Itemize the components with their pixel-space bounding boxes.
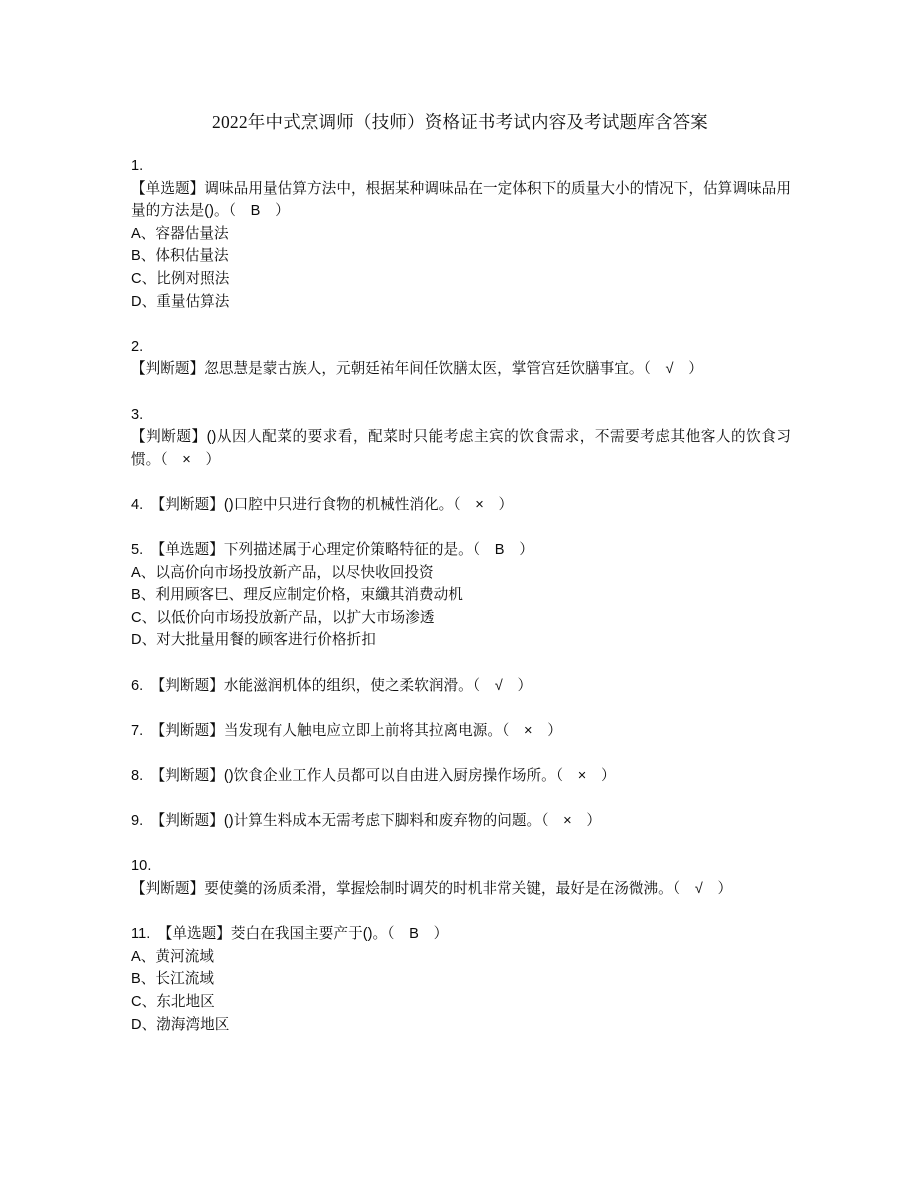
- question-list: [131, 155, 791, 1036]
- question-item: [131, 810, 791, 833]
- question-stem: 【单选题】调味品用量估算方法中，根据某种调味品在一定体积下的质量大小的情况下，估算调味品用量的方法是()。（ B ）: [131, 180, 791, 220]
- question-stem: 【判断题】()从因人配菜的要求看，配菜时只能考虑主宾的饮食需求，不需要考虑其他客人的饮食习惯。（ × ）: [131, 429, 791, 468]
- question-number: 10.: [131, 858, 152, 875]
- question-item: [131, 336, 791, 381]
- question-stem: 【判断题】要使羹的汤质柔滑，掌握烩制时调芡的时机非常关键，最好是在汤微沸。（ √ ）: [131, 881, 733, 897]
- question-item: [131, 720, 791, 743]
- question-number: 1.: [131, 158, 144, 174]
- question-item: [131, 494, 791, 517]
- question-option: B、体积估量法: [131, 248, 229, 265]
- question-number: 2.: [131, 338, 144, 355]
- question-option: C、以低价向市场投放新产品，以扩大市场渗透: [131, 609, 435, 626]
- question-item: [131, 404, 791, 472]
- question-stem: 11. 【单选题】茭白在我国主要产于()。（ B ）: [131, 926, 449, 943]
- question-option: B、长江流域: [131, 971, 215, 988]
- question-spacer: [131, 652, 791, 675]
- question-spacer: [131, 471, 791, 494]
- question-stem: 5. 【单选题】下列描述属于心理定价策略特征的是。（ B ）: [131, 542, 534, 559]
- question-item: [131, 155, 791, 313]
- question-option: D、渤海湾地区: [131, 1016, 230, 1033]
- question-spacer: [131, 313, 791, 336]
- question-spacer: [131, 833, 791, 856]
- question-stem: 7. 【判断题】当发现有人触电应立即上前将其拉离电源。（ × ）: [131, 722, 562, 739]
- question-option: C、比例对照法: [131, 270, 230, 287]
- question-stem: 8. 【判断题】()饮食企业工作人员都可以自由进入厨房操作场所。（ × ）: [131, 768, 616, 785]
- question-item: [131, 765, 791, 788]
- question-spacer: [131, 381, 791, 404]
- question-stem: 4. 【判断题】()口腔中只进行食物的机械性消化。（ × ）: [131, 496, 514, 513]
- question-option: A、容器估量法: [131, 225, 229, 242]
- question-option: A、以高价向市场投放新产品，以尽快收回投资: [131, 564, 434, 581]
- question-item: [131, 855, 791, 900]
- question-item: [131, 923, 791, 1036]
- question-stem: 【判断题】忽思慧是蒙古族人，元朝廷祐年间任饮膳太医，掌管宫廷饮膳事宜。（ √ ）: [131, 361, 703, 378]
- question-stem: 6. 【判断题】水能滋润机体的组织，使之柔软润滑。（ √ ）: [131, 677, 533, 694]
- question-spacer: [131, 901, 791, 924]
- question-stem: 9. 【判断题】()计算生料成本无需考虑下脚料和废弃物的问题。（ × ）: [131, 813, 602, 830]
- question-spacer: [131, 788, 791, 811]
- page-title: 2022年中式烹调师（技师）资格证书考试内容及考试题库含答案: [212, 112, 708, 132]
- question-item: [131, 539, 791, 652]
- question-option: A、黄河流域: [131, 948, 215, 965]
- question-option: D、重量估算法: [131, 293, 230, 310]
- question-item: [131, 675, 791, 698]
- question-option: B、利用顾客巳、理反应制定价格，束纖其消费动机: [131, 587, 463, 604]
- question-spacer: [131, 517, 791, 540]
- question-option: D、对大批量用餐的顾客进行价格折扣: [131, 632, 376, 649]
- question-number: 3.: [131, 406, 144, 423]
- question-option: C、东北地区: [131, 993, 215, 1010]
- question-spacer: [131, 697, 791, 720]
- question-spacer: [131, 742, 791, 765]
